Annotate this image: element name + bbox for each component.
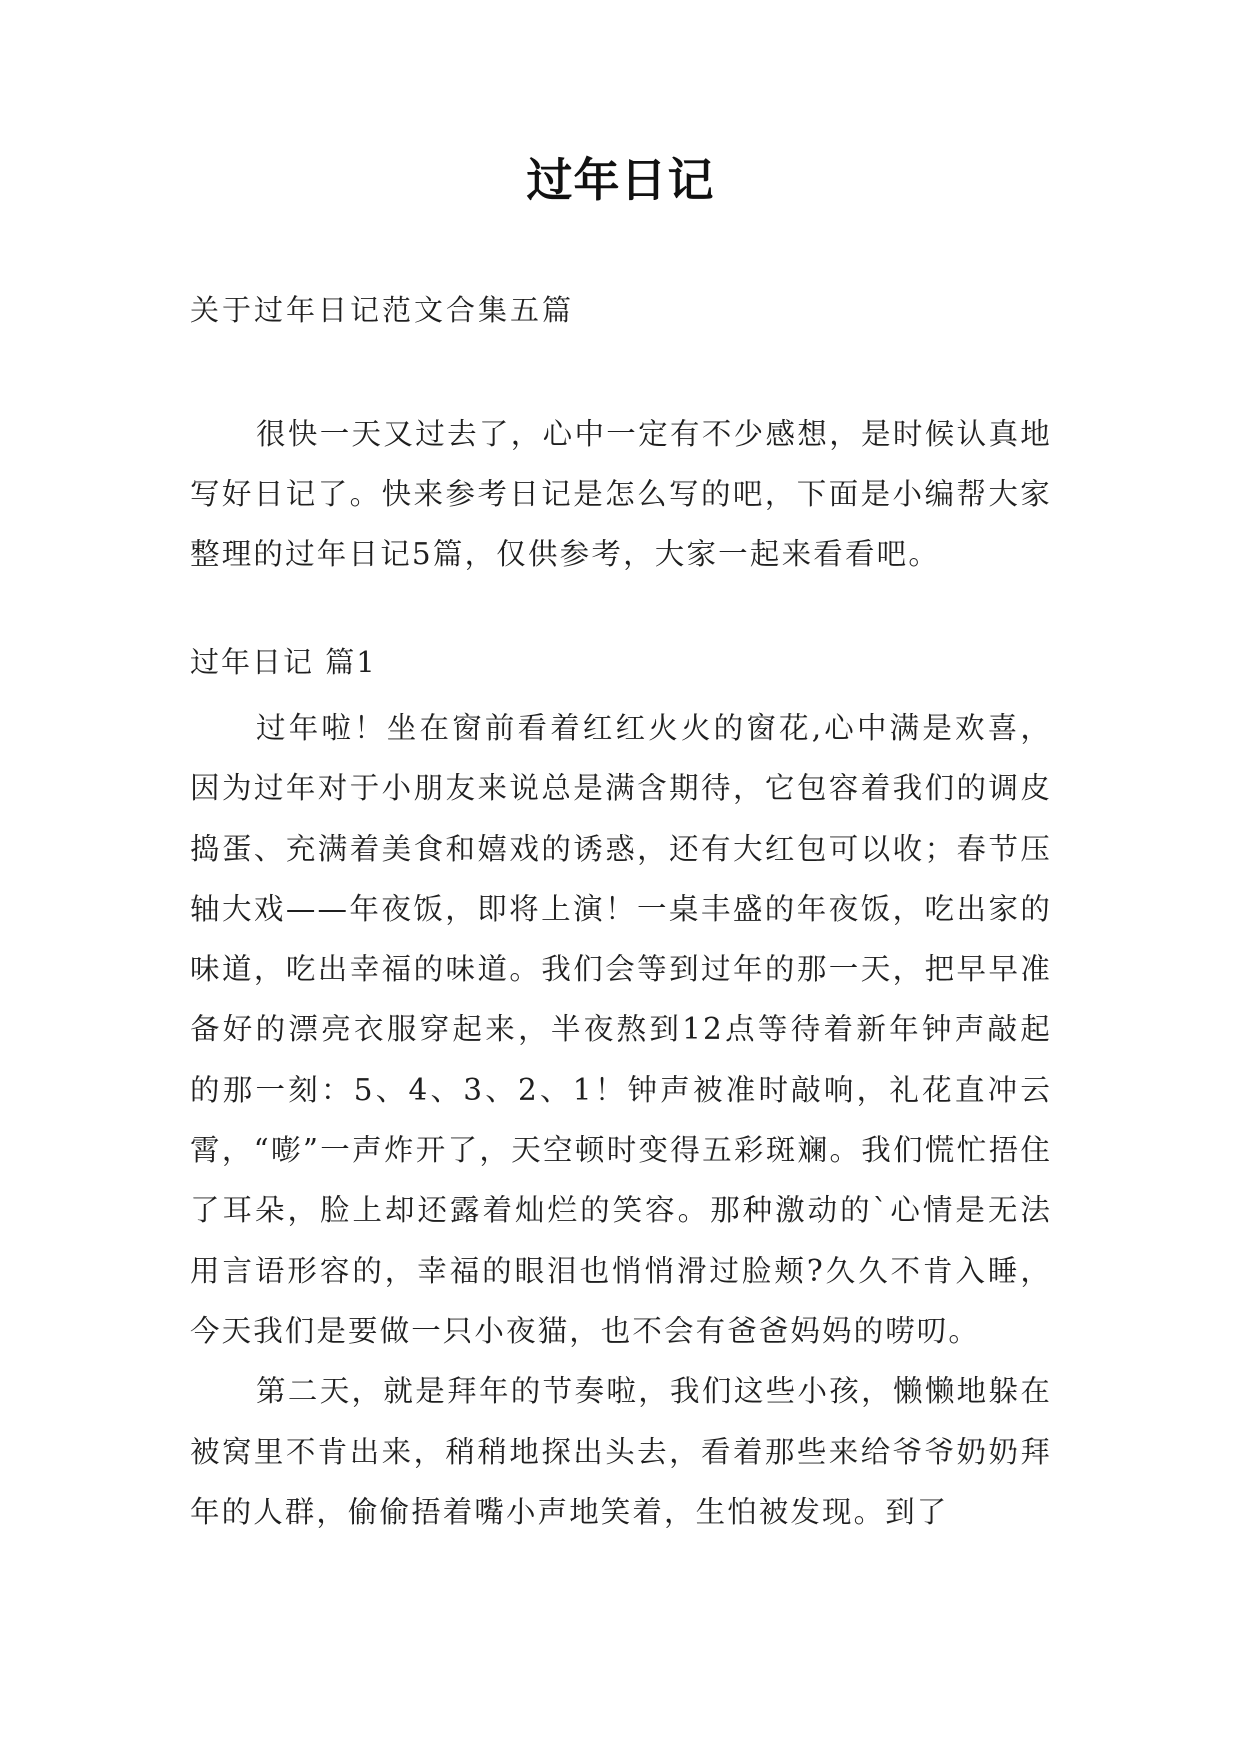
body-text bbox=[190, 698, 1052, 1542]
document-title: 过年日记 bbox=[526, 153, 715, 207]
intro-paragraph: 很快一天又过去了，心中一定有不少感想，是时候认真地写好日记了。快来参考日记是怎么写的吧，下面是小编帮大家整理的过年日记5篇，仅供参考，大家一起来看看吧。 bbox=[190, 417, 1052, 571]
body-paragraph: 第二天，就是拜年的节奏啦，我们这些小孩，懒懒地躲在被窝里不肯出来，稍稍地探出头去，看着那些来给爷爷奶奶拜年的人群，偷偷捂着嘴小声地笑着，生怕被发现。到了 bbox=[190, 1374, 1052, 1529]
body-paragraph: 过年啦！坐在窗前看着红红火火的窗花,心中满是欢喜，因为过年对于小朋友来说总是满含期待，它包容着我们的调皮捣蛋、充满着美食和嬉戏的诱惑，还有大红包可以收；春节压轴大戏——年夜饭，即将上演！一桌丰盛的年夜饭，吃出家的味道，吃出幸福的味道。我们会等到过年的那一天，把早早准备好的漂亮衣服穿起来，半夜熬到12点等待着新年钟声敲起的那一刻：5、4、3、2、1！钟声被准时敲响，礼花直冲云霄，“嘭”一声炸开了，天空顿时变得五彩斑斓。我们慌忙捂住了耳朵，脸上却还露着灿烂的笑容。那种激动的`心情是无法用言语形容的，幸福的眼泪也悄悄滑过脸颊?久久不肯入睡，今天我们是要做一只小夜猫，也不会有爸爸妈妈的唠叨。 bbox=[190, 711, 1052, 1348]
section-heading: 过年日记 篇1 bbox=[190, 645, 377, 679]
document-subtitle: 关于过年日记范文合集五篇 bbox=[190, 293, 575, 327]
